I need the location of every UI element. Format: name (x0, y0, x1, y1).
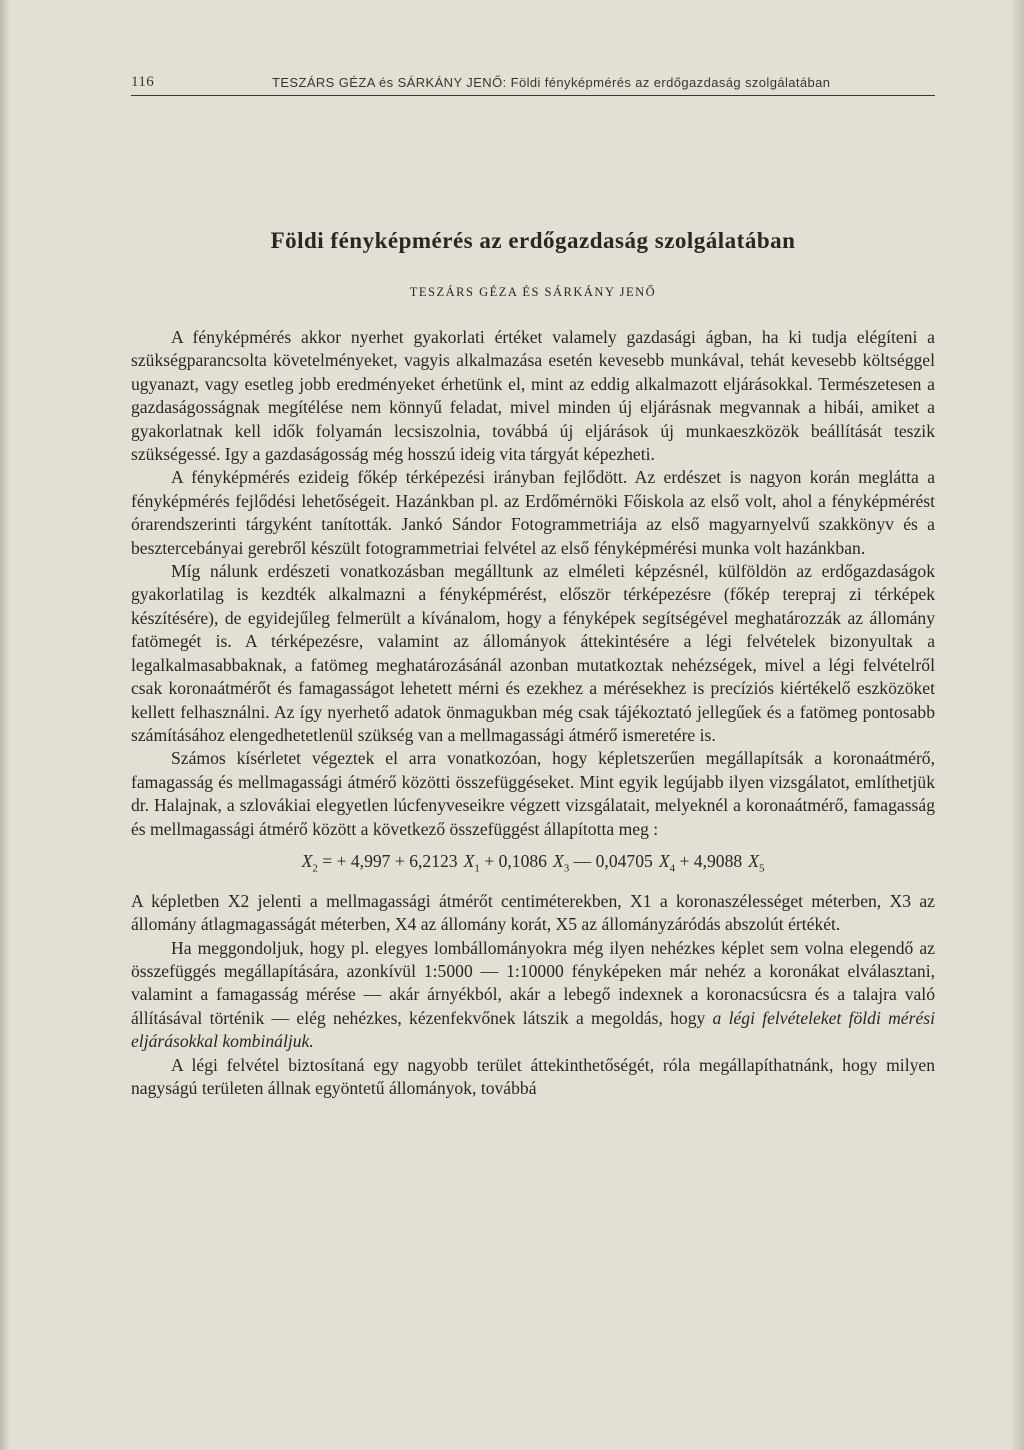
paragraph-6-emphasis: a légi felvételeket földi mérési eljárásokkal kombináljuk. (131, 1007, 935, 1052)
page-edge-left (0, 0, 10, 1450)
running-header (131, 72, 935, 94)
formula-coef-4: — 0,04705 (573, 850, 653, 871)
running-title: TESZÁRS GÉZA és SÁRKÁNY JENŐ: Földi fényképmérés az erdőgazdaság szolgálatában (272, 75, 831, 90)
paragraph-1: A fényképmérés akkor nyerhet gyakorlati értéket valamely gazdasági ágban, ha ki tudja elégíteni a szükségparancsolta követelményeket, vagyis alkalmazása esetén kevesebb munkával, tehát kevesebb költséggel ugyanazt, vagy esetleg jobb eredményeket érhetünk el, mint az eddig alkalmazott eljárásokkal. Természetesen a gazdaságosságnak megítélése nem könnyű feladat, mivel minden új eljárásnak megvannak a hibái, amiket a gyakorlatnak kell idők folyamán lecsiszolnia, továbbá új eljárások új munkaeszközök beállítását teszik szükségessé. Igy a gazdaságosság még hosszú ideig vita tárgyát képezheti. (131, 327, 935, 465)
article-body (131, 326, 935, 1101)
article-authors: TESZÁRS GÉZA ÉS SÁRKÁNY JENŐ (409, 285, 657, 299)
paragraph-7: A légi felvétel biztosítaná egy nagyobb terület áttekinthetőségét, róla megállapíthatnánk, hogy milyen nagyságú területen állnak egyöntetű állományok, továbbá (131, 1054, 935, 1099)
paragraph-2: A fényképmérés ezideig főkép térképezési irányban fejlődött. Az erdészet is nagyon korán meglátta a fényképmérés fejlődési lehetőségeit. Hazánkban pl. az Erdőmérnöki Főiskola az első volt, ahol a fényképmérést órarendszerinti tárgyként tanították. Jankó Sándor Fotogrammetriája az első magyarnyelvű szakkönyv és a besztercebányai gerebről készült fotogrammetriai felvétel az első fényképmérési munka volt hazánkban. (131, 467, 935, 558)
paragraph-3: Míg nálunk erdészeti vonatkozásban megálltunk az elméleti képzésnél, külföldön az erdőgazdaságok gyakorlatilag is kezdték alkalmazni a fényképmérést, először térképezésre (főkép terepraj zi térképek készítésére), de egyidejűleg felmerült a kívánalom, hogy a fényképek segítségével meghatározzák az állomány fatömegét is. A térképezésre, valamint az állományok áttekintésére a légi felvételek bizonyultak a legalkalmasabbaknak, a fatömeg meghatározásánál azonban mutatkoztak nehézségek, mivel a légi felvételről csak koronaátmérőt és famagasságot lehetett mérni és ezekhez a mérésekhez is precíziós kiértékelő eszközöket kellett felhasználni. Az így nyerhető adatok önmagukban még csak tájékoztató jellegűek és a fatömeg pontosabb számításához elengedhetetlenül szükség van a mellmagassági átmérő ismeretére is. (131, 561, 935, 745)
paragraph-5: A képletben X2 jelenti a mellmagassági átmérőt centiméterekben, X1 a koronaszélességet méterben, X3 az állomány átlagmagasságát méterben, X4 az állomány korát, X5 az állományzáródás abszolút értékét. (131, 890, 935, 935)
formula-coef-3: + 0,1086 (484, 850, 547, 871)
page-edge-right (1010, 0, 1024, 1450)
formula-var-3: X (552, 850, 564, 871)
formula-const: + 4,997 (336, 850, 391, 871)
formula-coef-1: + 6,2123 (394, 850, 458, 871)
formula-sub-3: 3 (563, 862, 570, 875)
formula-coef-5: + 4,9088 (679, 850, 743, 871)
regression-formula (131, 850, 935, 881)
formula-equals: = (322, 850, 333, 871)
formula-lhs-sub: 2 (312, 862, 318, 875)
formula-var-5: X (748, 850, 759, 871)
formula-var-4: X (658, 850, 670, 871)
formula-sub-5: 5 (758, 862, 765, 875)
paragraph-6-text: Ha meggondoljuk, hogy pl. elegyes lombállományokra még ilyen nehézkes képlet sem volna elegendő az összefüggés megállapítására, azonkívül 1:5000 — 1:10000 fényképeken már nehéz a koronákat elválasztani, valamint a famagasság mérése — akár árnyékból, akár a lebegő indexnek a koronacsúcsra és a talajra való állításával történik — elég nehézkes, kézenfekvőnek látszik a megoldás, hogy (131, 937, 935, 1028)
formula-sub-4: 4 (669, 862, 676, 875)
formula-lhs-var: X (301, 850, 313, 871)
paragraph-6 (131, 937, 935, 1054)
paragraph-4: Számos kísérletet végeztek el arra vonatkozóan, hogy képletszerűen megállapítsák a koronaátmérő, famagasság és mellmagassági átmérő közötti összefüggéseket. Mint egyik legújabb ilyen vizsgálatot, említhetjük dr. Halajnak, a szlovákiai elegyetlen lúcfenyveseikre végzett vizsgálatait, melyeknél a koronaátmérő, famagasság és mellmagassági átmérő között a következő összefüggést állapította meg : (131, 748, 935, 839)
page-number: 116 (131, 74, 155, 90)
formula-var-1: X (463, 850, 475, 871)
formula-sub-1: 1 (474, 862, 480, 875)
article-title: Földi fényképmérés az erdőgazdaság szolgálatában (270, 228, 796, 253)
header-rule (131, 95, 935, 96)
